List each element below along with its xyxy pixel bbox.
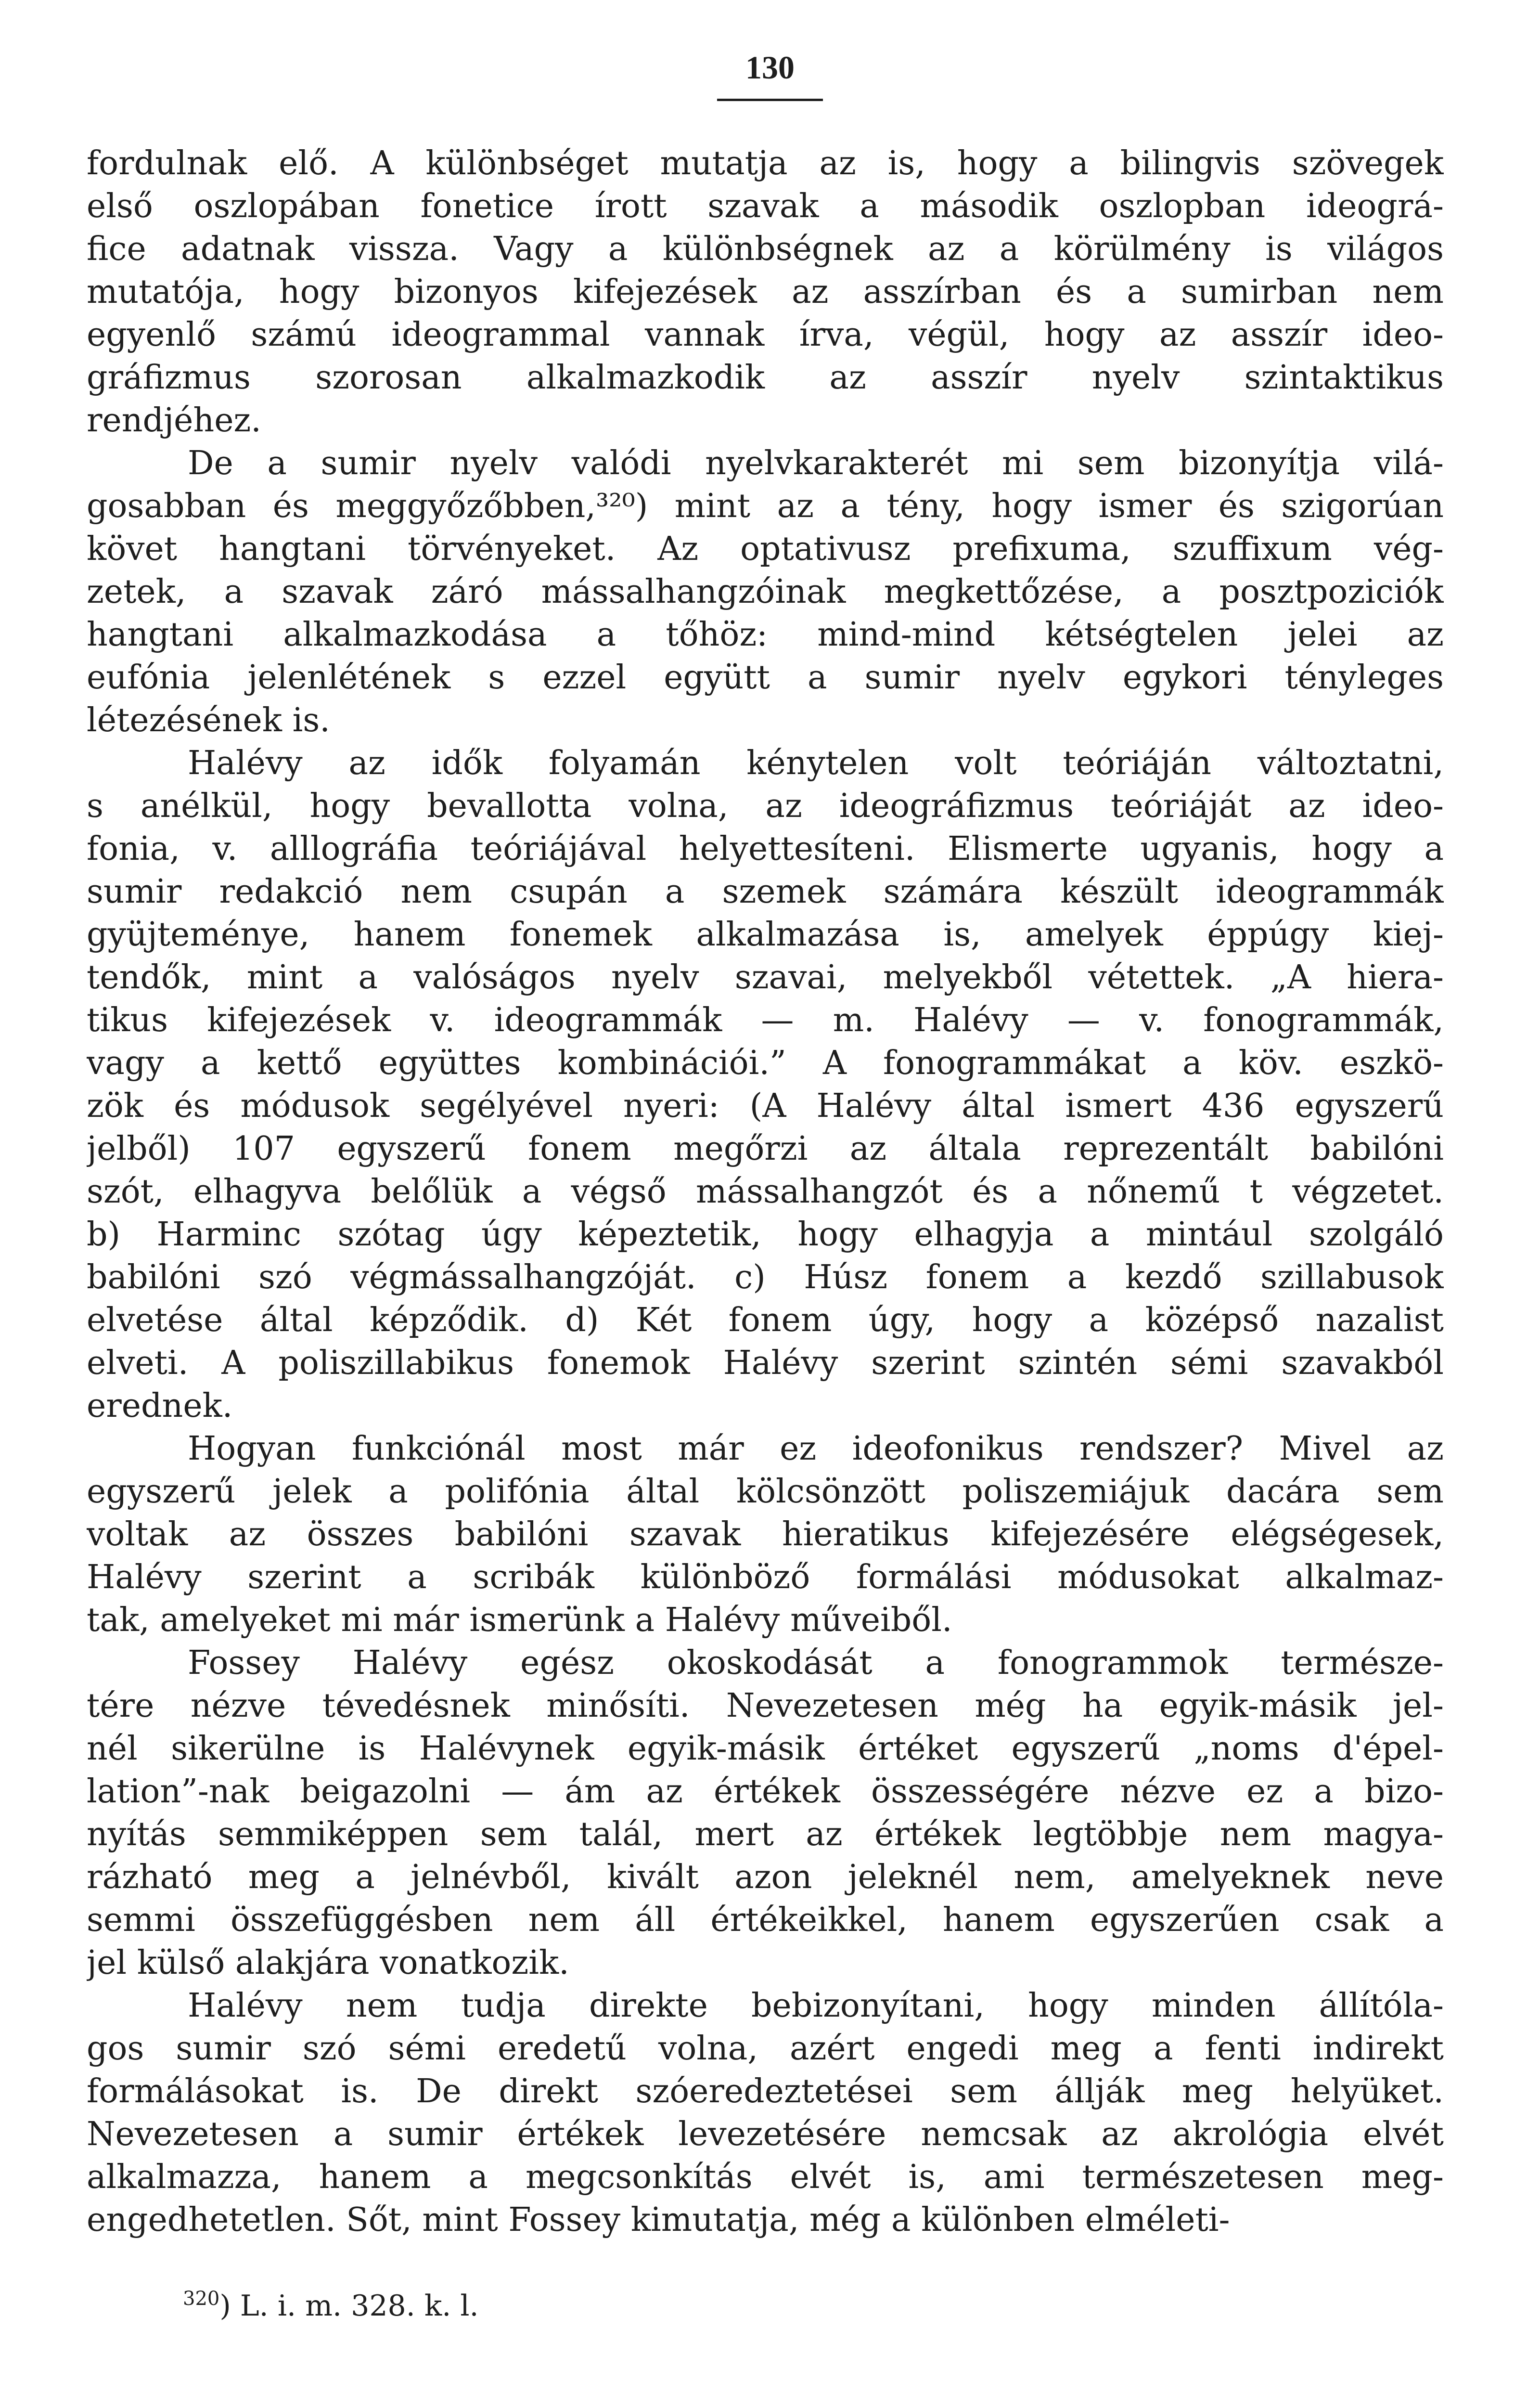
text-line: babilóni szó végmássalhangzóját. c) Húsz fonem a kezdő szillabusok	[87, 1258, 1444, 1296]
text-line: lation”-nak beigazolni — ám az értékek összességére nézve ez a bizo-	[87, 1773, 1444, 1811]
paragraph	[87, 742, 1444, 1427]
page-number: 130	[745, 49, 795, 86]
text-line: tikus kifejezések v. ideogrammák — m. Halévy — v. fonogrammák,	[87, 1001, 1444, 1039]
text-line: zetek, a szavak záró mássalhangzóinak megkettőzése, a posztpoziciók	[87, 573, 1444, 611]
text-line: vagy a kettő együttes kombinációi.” A fonogrammákat a köv. eszkö-	[87, 1044, 1444, 1082]
text-line: De a sumir nyelv valódi nyelvkarakterét mi sem bizonyítja vilá-	[188, 444, 1444, 482]
text-line: Hogyan funkciónál most már ez ideofonikus rendszer? Mivel az	[188, 1430, 1444, 1468]
paragraph	[87, 142, 1444, 442]
text-line: Fossey Halévy egész okoskodását a fonogrammok természe-	[188, 1644, 1444, 1682]
text-line: egyszerű jelek a polifónia által kölcsönzött poliszemiájuk dacára sem	[87, 1473, 1444, 1511]
page-number-underline	[717, 99, 823, 101]
footnote-marker: 320	[183, 2288, 220, 2310]
paragraph	[87, 1427, 1444, 1642]
text-line: gyüjteménye, hanem fonemek alkalmazása is, amelyek éppúgy kiej-	[87, 916, 1444, 954]
text-line: létezésének is.	[87, 701, 330, 739]
text-line: rázható meg a jelnévből, kivált azon jeleknél nem, amelyeknek neve	[87, 1858, 1444, 1896]
text-line: Halévy nem tudja direkte bebizonyítani, hogy minden állítóla-	[188, 1987, 1444, 2025]
text-line: b) Harminc szótag úgy képeztetik, hogy elhagyja a mintául szolgáló	[87, 1216, 1444, 1254]
text-line: sumir redakció nem csupán a szemek számára készült ideogrammák	[87, 873, 1444, 911]
text-line: Nevezetesen a sumir értékek levezetésére nemcsak az akrológia elvét	[87, 2115, 1444, 2153]
text-line: gosabban és meggyőzőbben,³²⁰) mint az a tény, hogy ismer és szigorúan	[87, 487, 1444, 525]
paragraph	[87, 1984, 1444, 2241]
text-line: első oszlopában fonetice írott szavak a második oszlopban ideográ-	[87, 187, 1444, 225]
text-line: Halévy szerint a scribák különböző formálási módusokat alkalmaz-	[87, 1558, 1444, 1596]
footnote	[183, 2279, 479, 2325]
text-line: tendők, mint a valóságos nyelv szavai, melyekből vétettek. „A hiera-	[87, 958, 1444, 996]
text-line: voltak az összes babilóni szavak hieratikus kifejezésére elégségesek,	[87, 1515, 1444, 1553]
paragraph	[87, 442, 1444, 742]
text-line: zök és módusok segélyével nyeri: (A Halévy által ismert 436 egyszerű	[87, 1087, 1444, 1125]
text-line: tére nézve tévedésnek minősíti. Nevezetesen még ha egyik-másik jel-	[87, 1687, 1444, 1725]
text-line: eufónia jelenlétének s ezzel együtt a sumir nyelv egykori tényleges	[87, 659, 1444, 697]
text-line: szót, elhagyva belőlük a végső mássalhangzót és a nőnemű t végzetet.	[87, 1173, 1444, 1211]
text-line: fice adatnak vissza. Vagy a különbségnek az a körülmény is világos	[87, 230, 1444, 268]
text-line: formálásokat is. De direkt szóeredeztetései sem állják meg helyüket.	[87, 2072, 1444, 2110]
text-line: Halévy az idők folyamán kénytelen volt teóriáján változtatni,	[188, 744, 1444, 782]
paragraph	[87, 1642, 1444, 1984]
text-line: gráfizmus szorosan alkalmazkodik az asszír nyelv szintaktikus	[87, 359, 1444, 397]
text-line: hangtani alkalmazkodása a tőhöz: mind-mind kétségtelen jelei az	[87, 616, 1444, 654]
text-line: gos sumir szó sémi eredetű volna, azért engedi meg a fenti indirekt	[87, 2030, 1444, 2068]
text-line: rendjéhez.	[87, 401, 261, 440]
text-line: tak, amelyeket mi már ismerünk a Halévy műveiből.	[87, 1601, 952, 1639]
text-line: elveti. A poliszillabikus fonemok Halévy szerint szintén sémi szavakból	[87, 1344, 1444, 1382]
text-line: alkalmazza, hanem a megcsonkítás elvét is, ami természetesen meg-	[87, 2158, 1444, 2196]
text-line: mutatója, hogy bizonyos kifejezések az asszírban és a sumirban nem	[87, 273, 1444, 311]
text-line: egyenlő számú ideogrammal vannak írva, végül, hogy az asszír ideo-	[87, 316, 1444, 354]
text-line: elvetése által képződik. d) Két fonem úgy, hogy a középső nazalist	[87, 1301, 1444, 1339]
text-line: jelből) 107 egyszerű fonem megőrzi az általa reprezentált babilóni	[87, 1130, 1444, 1168]
text-line: követ hangtani törvényeket. Az optativusz prefixuma, szuffixum vég-	[87, 530, 1444, 568]
text-line: fordulnak elő. A különbséget mutatja az is, hogy a bilingvis szövegek	[87, 144, 1444, 182]
text-line: nél sikerülne is Halévynek egyik-másik értéket egyszerű „noms d'épel-	[87, 1730, 1444, 1768]
text-line: s anélkül, hogy bevallotta volna, az ideográfizmus teóriáját az ideo-	[87, 787, 1444, 825]
text-line: semmi összefüggésben nem áll értékeikkel, hanem egyszerűen csak a	[87, 1901, 1444, 1939]
body-text	[87, 142, 1444, 2241]
text-line: jel külső alakjára vonatkozik.	[87, 1944, 569, 1982]
text-line: engedhetetlen. Sőt, mint Fossey kimutatja, még a különben elméleti-	[87, 2201, 1230, 2239]
text-line: erednek.	[87, 1387, 233, 1425]
text-line: nyítás semmiképpen sem talál, mert az értékek legtöbbje nem magya-	[87, 1815, 1444, 1853]
text-line: fonia, v. alllográfia teóriájával helyettesíteni. Elismerte ugyanis, hogy a	[87, 830, 1444, 868]
footnote-text: ) L. i. m. 328. k. l.	[219, 2289, 479, 2323]
